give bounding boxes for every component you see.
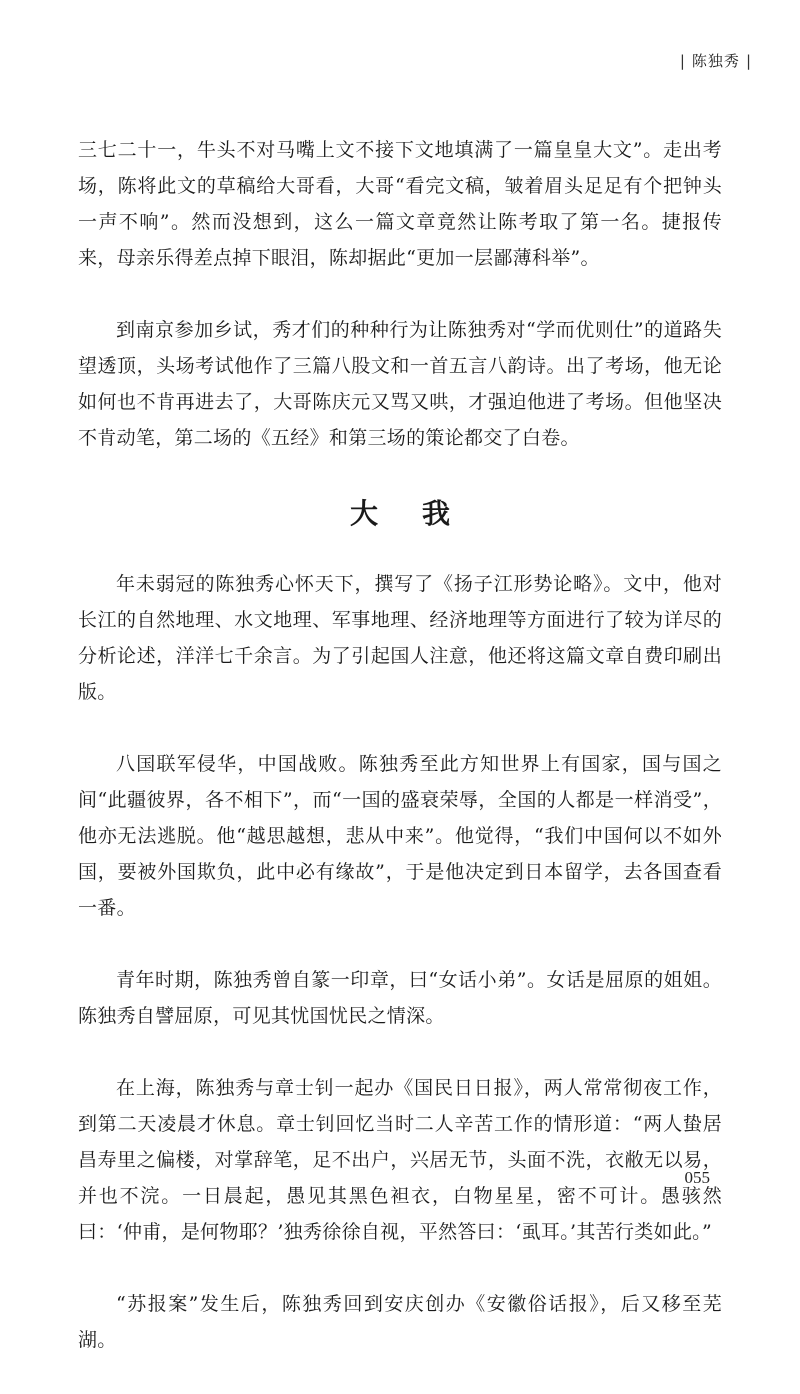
- paragraph: 年未弱冠的陈独秀心怀天下，撰写了《扬子江形势论略》。文中，他对长江的自然地理、水文地理、军事地理、经济地理等方面进行了较为详尽的分析论述，洋洋七千余言。为了引起国人注意，他还将这篇文章自费印刷出版。: [78, 573, 722, 703]
- page-body: [78, 132, 722, 1394]
- header-divider-left: |: [679, 52, 686, 70]
- page-number: 055: [684, 1168, 710, 1187]
- header-divider-right: |: [745, 52, 752, 70]
- section-heading: 大我: [349, 497, 494, 530]
- paragraph: “苏报案”发生后，陈独秀回到安庆创办《安徽俗话报》，后又移至芜湖。: [78, 1293, 722, 1351]
- running-header: [674, 50, 758, 71]
- paragraph: 青年时期，陈独秀曾自篆一印章，曰“女话小弟”。女话是屈原的姐姐。陈独秀自譬屈原，可见其忧国忧民之情深。: [78, 969, 722, 1027]
- paragraph-continued: 三七二十一，牛头不对马嘴上文不接下文地填满了一篇皇皇大文”。走出考场，陈将此文的草稿给大哥看，大哥“看完文稿，皱着眉头足足有个把钟头一声不响”。然而没想到，这么一篇文章竟然让陈考取了第一名。捷报传来，母亲乐得差点掉下眼泪，陈却据此“更加一层鄙薄科举”。: [78, 139, 722, 269]
- running-title: 陈独秀: [691, 52, 740, 70]
- paragraph: 到南京参加乡试，秀才们的种种行为让陈独秀对“学而优则仕”的道路失望透顶，头场考试他作了三篇八股文和一首五言八韵诗。出了考场，他无论如何也不肯再进去了，大哥陈庆元又骂又哄，才强迫他进了考场。但他坚决不肯动笔，第二场的《五经》和第三场的策论都交了白卷。: [78, 319, 722, 449]
- paragraph: 八国联军侵华，中国战败。陈独秀至此方知世界上有国家，国与国之间“此疆彼界，各不相下”，而“一国的盛衰荣辱，全国的人都是一样消受”，他亦无法逃脱。他“越思越想，悲从中来”。他觉得，“我们中国何以不如外国，要被外国欺负，此中必有缘故”，于是他决定到日本留学，去各国查看一番。: [78, 753, 722, 919]
- paragraph: 在上海，陈独秀与章士钊一起办《国民日日报》，两人常常彻夜工作，到第二天凌晨才休息。章士钊回忆当时二人辛苦工作的情形道：“两人蛰居昌寿里之偏楼，对掌辞笔，足不出户，兴居无节，头面不洗，衣敝无以易，并也不浣。一日晨起，愚见其黑色袒衣，白物星星，密不可计。愚骇然曰：‘仲甫，是何物耶？’独秀徐徐自视，平然答曰：‘虱耳。’其苦行类如此。”: [78, 1077, 722, 1243]
